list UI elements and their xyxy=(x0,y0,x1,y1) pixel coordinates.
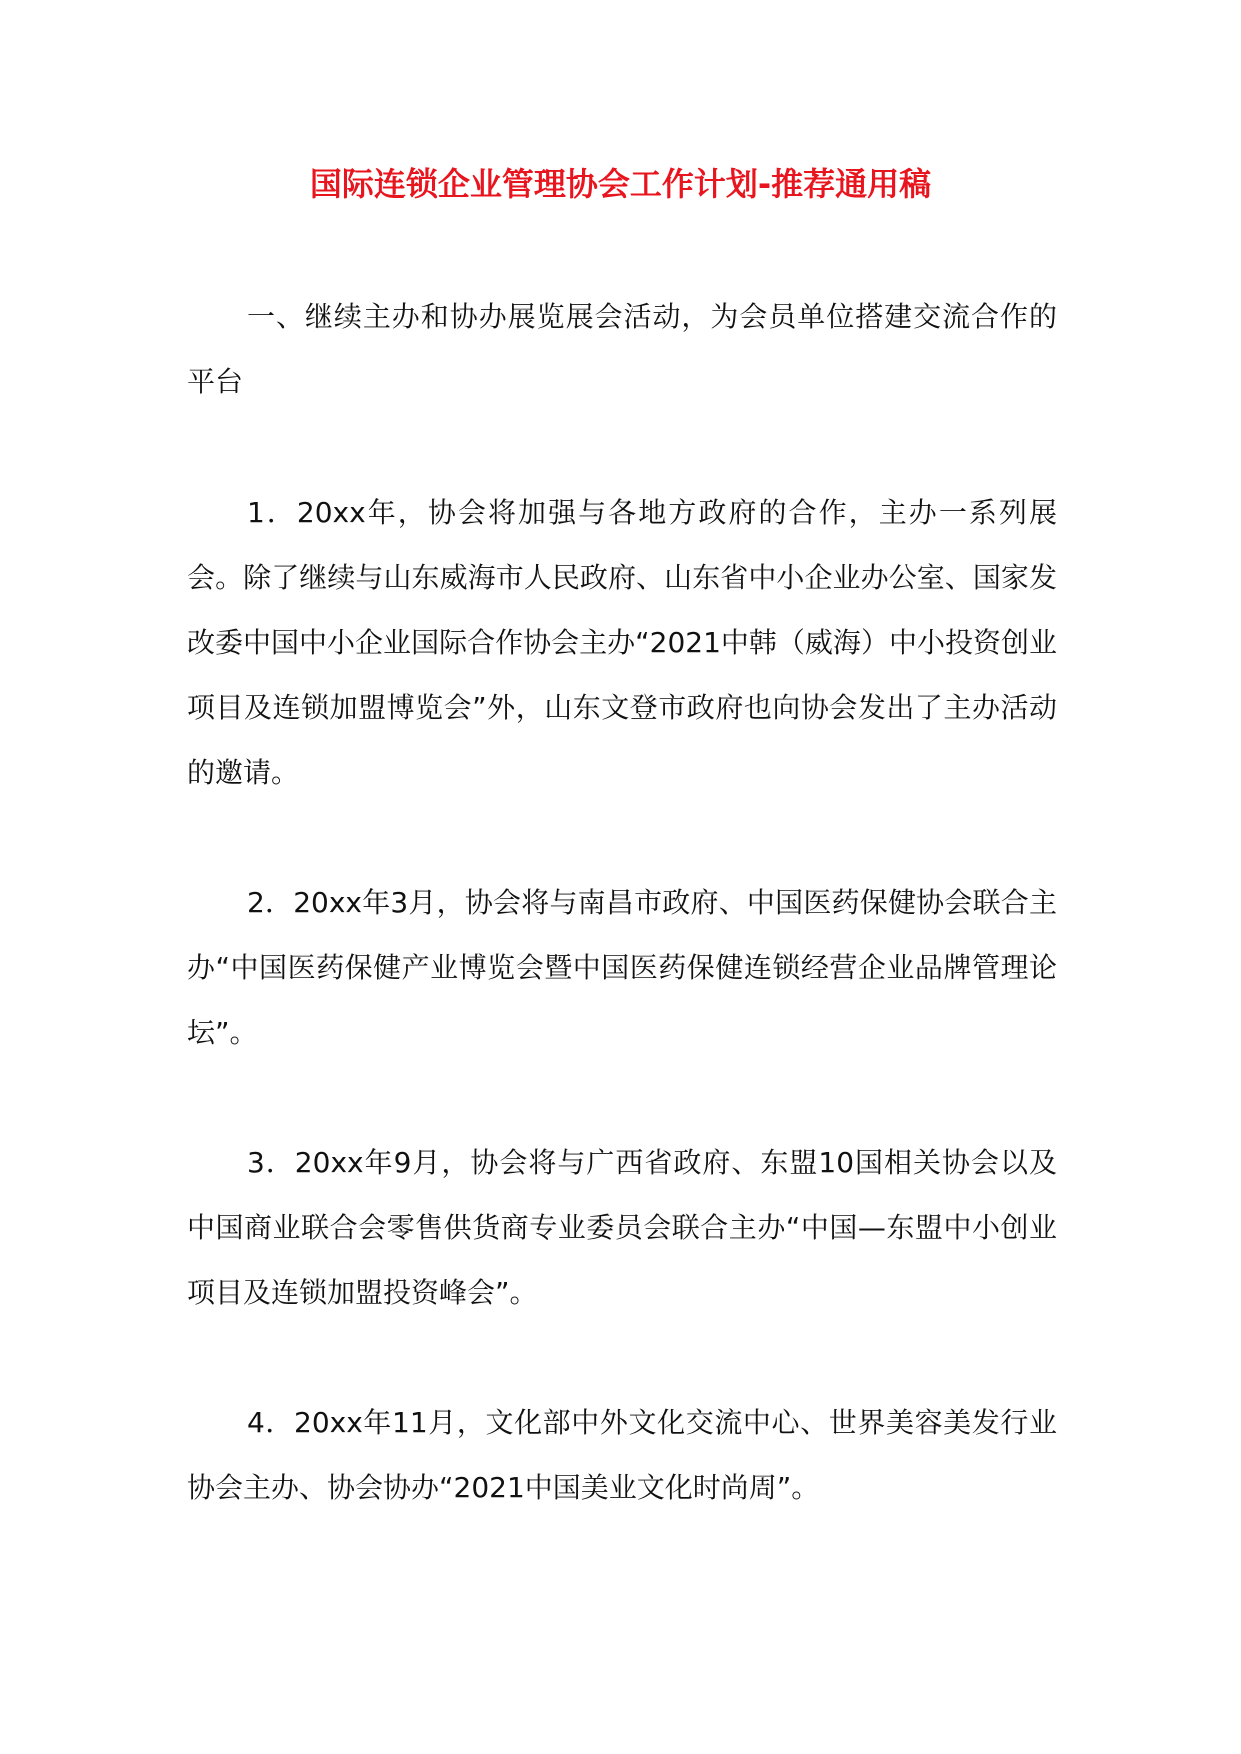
document-title: 国际连锁企业管理协会工作计划-推荐通用稿 xyxy=(309,165,932,203)
paragraph-item-1: 1．20xx年，协会将加强与各地方政府的合作，主办一系列展会。除了继续与山东威海市人民政府、山东省中小企业办公室、国家发改委中国中小企业国际合作协会主办“2021中韩（威海）中小投资创业项目及连锁加盟博览会”外，山东文登市政府也向协会发出了主办活动的邀请。 xyxy=(187,496,1057,789)
paragraph-item-2: 2．20xx年3月，协会将与南昌市政府、中国医药保健协会联合主办“中国医药保健产业博览会暨中国医药保健连锁经营企业品牌管理论坛”。 xyxy=(187,886,1057,1049)
paragraph-section-heading: 一、继续主办和协办展览展会活动，为会员单位搭建交流合作的平台 xyxy=(187,300,1057,398)
paragraph-item-3: 3．20xx年9月，协会将与广西省政府、东盟10国相关协会以及中国商业联合会零售供货商专业委员会联合主办“中国—东盟中小创业项目及连锁加盟投资峰会”。 xyxy=(187,1146,1057,1309)
paragraph-item-4: 4．20xx年11月，文化部中外文化交流中心、世界美容美发行业协会主办、协会协办“2021中国美业文化时尚周”。 xyxy=(187,1406,1057,1504)
